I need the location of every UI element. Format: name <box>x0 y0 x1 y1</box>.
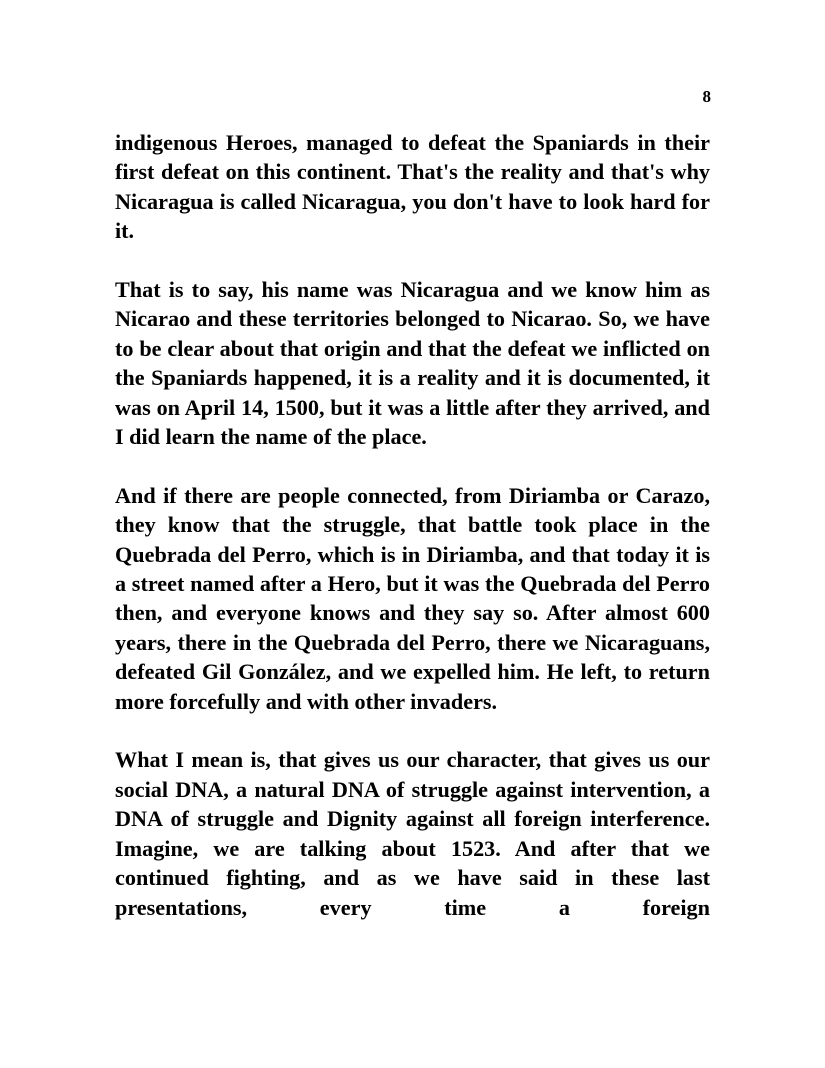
body-text <box>115 128 710 951</box>
page-number: 8 <box>702 87 711 106</box>
paragraph-3: And if there are people connected, from Diriamba or Carazo, they know that the struggle, that battle took place in the Quebrada del Perro, which is in Diriamba, and that today it is a street named after a Hero, but it was the Quebrada del Perro then, and everyone knows and they say so. After almost 600 years, there in the Quebrada del Perro, there we Nicaraguans, defeated Gil González, and we expelled him. He left, to return more forcefully and with other invaders. <box>115 482 710 714</box>
paragraph-1: indigenous Heroes, managed to defeat the Spaniards in their first defeat on this continent. That's the reality and that's why Nicaragua is called Nicaragua, you don't have to look hard for it. <box>115 130 710 244</box>
paragraph-2: That is to say, his name was Nicaragua and we know him as Nicarao and these territories belonged to Nicarao. So, we have to be clear about that origin and that the defeat we inflicted on the Spaniards happened, it is a reality and it is documented, it was on April 14, 1500, but it was a little after they arrived, and I did learn the name of the place. <box>115 277 710 450</box>
paragraph-4: What I mean is, that gives us our character, that gives us our social DNA, a natural DNA of struggle against intervention, a DNA of struggle and Dignity against all foreign interference. Imagine, we are talking about 1523. And after that we continued fighting, and as we have said in these last presentations, every time a foreign <box>115 747 710 920</box>
